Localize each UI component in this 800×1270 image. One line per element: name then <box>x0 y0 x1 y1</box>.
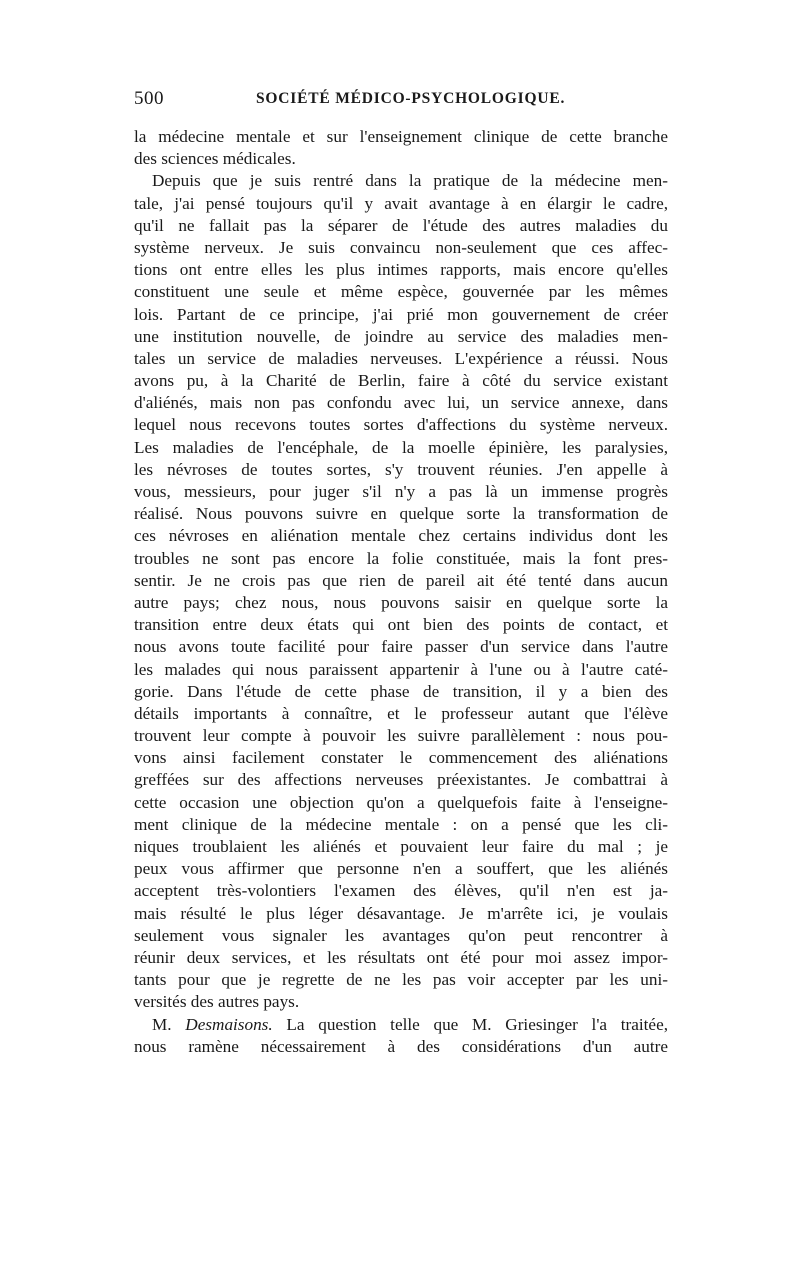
text-line: tales un service de maladies nerveuses. L'expérience a réussi. Nous <box>134 348 668 368</box>
text-line: nous avons toute facilité pour faire passer d'un service dans l'autre <box>134 637 668 657</box>
text-line: vons ainsi facilement constater le commencement des aliénations <box>134 748 668 768</box>
running-header <box>134 88 668 118</box>
text-line: vous, messieurs, pour juger s'il n'y a pas là un immense progrès <box>134 482 668 501</box>
text-line: Les maladies de l'encéphale, de la moelle épinière, les paralysies, <box>134 437 668 457</box>
text-line: nous ramène nécessairement à des considérations d'un autre <box>134 1036 668 1056</box>
text-line: les malades qui nous paraissent appartenir à l'une ou à l'autre caté- <box>134 659 668 679</box>
text-line: mais résulté le plus léger désavantage. Je m'arrête ici, je voulais <box>134 903 668 923</box>
text-line: sentir. Je ne crois pas que rien de pareil ait été tenté dans aucun <box>134 570 668 590</box>
text-line: détails importants à connaître, et le professeur autant que l'élève <box>134 703 668 723</box>
text-line: ment clinique de la médecine mentale : on a pensé que les cli- <box>134 814 668 834</box>
text-line: la médecine mentale et sur l'enseignement clinique de cette branche <box>134 127 668 146</box>
text-line: qu'il ne fallait pas la séparer de l'étude des autres maladies du <box>134 215 668 235</box>
text-line: acceptent très-volontiers l'examen des élèves, qu'il n'en est ja- <box>134 881 668 901</box>
text-line: des sciences médicales. <box>134 149 296 169</box>
text-line: tale, j'ai pensé toujours qu'il y avait avantage à en élargir le cadre, <box>134 193 668 213</box>
text-line: réunir deux services, et les résultats ont été pour moi assez impor- <box>134 947 668 967</box>
text-line: niques troublaient les aliénés et pouvaient leur faire du mal ; je <box>134 837 668 856</box>
body-text <box>134 126 668 1058</box>
running-title: SOCIÉTÉ MÉDICO-PSYCHOLOGIQUE. <box>256 90 566 107</box>
text-line: Depuis que je suis rentré dans la pratique de la médecine men- <box>152 171 668 191</box>
text-line: transition entre deux états qui ont bien des points de contact, et <box>134 615 668 635</box>
text-line: réalisé. Nous pouvons suivre en quelque sorte la transformation de <box>134 504 668 524</box>
text-line: d'aliénés, mais non pas confondu avec lui, un service annexe, dans <box>134 393 668 413</box>
text-line: une institution nouvelle, de joindre au service des maladies men- <box>134 326 668 346</box>
text-line: tants pour que je regrette de ne les pas voir accepter par les uni- <box>134 970 668 990</box>
text-line: peux vous affirmer que personne n'en a souffert, que les aliénés <box>134 859 668 879</box>
text-line: tions ont entre elles les plus intimes rapports, mais encore qu'elles <box>134 260 668 280</box>
text-line: autre pays; chez nous, nous pouvons saisir en quelque sorte la <box>134 592 668 612</box>
text-line: troubles ne sont pas encore la folie constituée, mais la font pres- <box>134 548 668 568</box>
text-line: cette occasion une objection qu'on a quelquefois faite à l'enseigne- <box>134 792 668 812</box>
text-line: système nerveux. Je suis convaincu non-seulement que ces affec- <box>134 237 668 257</box>
page-number: 500 <box>134 88 164 109</box>
text-line: constituent une seule et même espèce, gouvernée par les mêmes <box>134 282 668 302</box>
text-line: gorie. Dans l'étude de cette phase de transition, il y a bien des <box>134 681 668 701</box>
text-line: ces névroses en aliénation mentale chez certains individus dont les <box>134 526 668 546</box>
text-line: versités des autres pays. <box>134 992 300 1012</box>
text-line: avons pu, à la Charité de Berlin, faire à côté du service existant <box>134 371 668 391</box>
text-line: seulement vous signaler les avantages qu'on peut rencontrer à <box>134 925 668 945</box>
speaker-prefix: M. <box>152 1014 186 1034</box>
speaker-line-text: La question telle que M. Griesinger l'a traitée, <box>272 1014 668 1034</box>
text-line: lois. Partant de ce principe, j'ai prié mon gouvernement de créer <box>134 304 668 324</box>
text-line: lequel nous recevons toutes sortes d'affections du système nerveux. <box>134 415 668 435</box>
text-line: greffées sur des affections nerveuses préexistantes. Je combattrai à <box>134 770 668 790</box>
text-line: trouvent leur compte à pouvoir les suivre parallèlement : nous pou- <box>134 726 668 746</box>
text-line: les névroses de toutes sortes, s'y trouvent réunies. J'en appelle à <box>134 459 668 479</box>
speaker-line <box>134 1014 668 1036</box>
speaker-name: Desmaisons. <box>185 1014 273 1034</box>
